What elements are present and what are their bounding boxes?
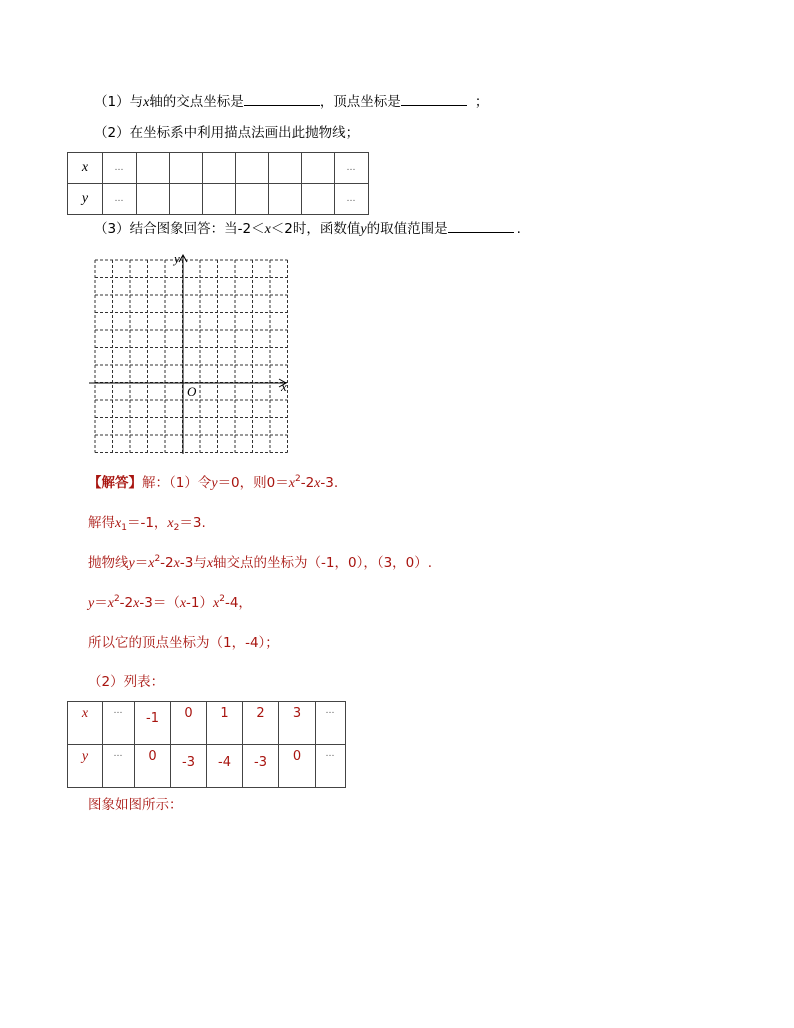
table2-y-cell: 0 [279,745,316,788]
coordinate-grid[interactable] [85,250,295,460]
table1-header-y: y [68,184,103,215]
var-x: x [115,516,122,531]
answer-text: ＝0，则0＝ [217,475,289,491]
var-x: x [107,596,114,611]
answer-text: 抛物线 [88,555,129,571]
q1-text-2: ，顶点坐标是 [319,94,401,110]
answer-line-4 [88,594,252,613]
q3-range-b: 2 [284,221,293,237]
exponent: 2 [294,474,301,484]
q3-range-a: -2 [237,221,252,237]
table2-x-cell: -1 [135,702,171,745]
var-x: x [173,556,180,571]
answer-value-table [67,701,346,788]
table2-x-cell: 0 [171,702,207,745]
table2-x-cell: 2 [243,702,279,745]
answer-text: ＝ [94,595,108,611]
answer-text: -2 [300,475,315,491]
var-x: x [167,516,174,531]
q3-lt-2: ＜ [270,221,285,237]
table1-cell[interactable] [236,153,269,184]
table2-header-y: y [68,745,103,788]
q1-answer-blank-1[interactable] [244,93,320,106]
q1-answer-blank-2[interactable] [401,93,467,106]
var-x: x [213,596,220,611]
table2-y-cell: 0 [135,745,171,788]
answer-line-6: （2）列表： [88,674,165,690]
blank-value-table [67,152,369,215]
table1-cell[interactable] [302,184,335,215]
answer-text: -3＝（ [139,595,180,611]
table2-y-cell: -3 [171,745,207,788]
q1-var-x: x [143,95,150,110]
var-x: x [206,556,214,571]
table2-y-cell: -3 [243,745,279,788]
table1-cell[interactable] [269,184,302,215]
answer-line-7: 图象如图所示： [88,797,183,813]
table1-cell[interactable] [302,153,335,184]
table2-ellipsis: … [316,702,346,745]
table1-ellipsis: … [335,184,369,215]
var-y: y [128,556,135,571]
table2-y-cell: -4 [207,745,243,788]
answer-text: -4， [224,595,252,611]
answer-text: -3. [320,475,339,491]
table1-ellipsis: … [335,153,369,184]
var-x: x [314,476,321,491]
var-x: x [288,476,295,491]
q1-prefix: （1）与 [94,94,144,110]
var-x: x [148,556,155,571]
subscript: 2 [173,523,180,533]
table1-cell[interactable] [170,153,203,184]
y-axis-label: y [174,251,180,266]
exponent: 2 [154,554,161,564]
answer-text: -2 [119,595,134,611]
q3-var-y: y [360,222,367,237]
q3-text-2: 的取值范围是 [366,221,448,237]
origin-label: O [187,384,197,399]
answer-line-2 [88,514,206,533]
q3-end: . [516,221,521,237]
table2-header-x: x [68,702,103,745]
answer-text: 解：（1）令 [142,475,212,491]
answer-tag: 【解答】 [88,475,142,491]
answer-text: ＝-1， [126,515,168,531]
table1-cell[interactable] [137,184,170,215]
q3-answer-blank[interactable] [448,220,514,233]
q3-text: 时，函数值 [292,221,361,237]
answer-text: 轴交点的坐标为（-1，0），（3，0）. [213,555,433,571]
table1-cell[interactable] [137,153,170,184]
table1-header-x: x [68,153,103,184]
table2-ellipsis: … [103,745,135,788]
var-y: y [211,476,218,491]
q3-var-x: x [264,222,271,237]
q1-text: 轴的交点坐标是 [149,94,244,110]
table1-ellipsis: … [103,184,137,215]
answer-line-3 [88,554,432,573]
question-1 [94,93,488,112]
exponent: 2 [219,594,225,604]
subscript: 1 [121,523,127,533]
table1-cell[interactable] [269,153,302,184]
table1-cell[interactable] [203,184,236,215]
answer-text: -2 [160,555,174,571]
table1-cell[interactable] [170,184,203,215]
table1-cell[interactable] [203,153,236,184]
question-3 [94,220,521,239]
var-x: x [133,596,140,611]
x-axis-label: x [281,379,287,394]
table2-x-cell: 1 [207,702,243,745]
var-x: x [179,596,187,611]
table1-cell[interactable] [236,184,269,215]
answer-text: ＝3. [179,515,206,531]
answer-line-1 [88,474,338,493]
table2-x-cell: 3 [279,702,316,745]
table1-ellipsis: … [103,153,137,184]
table2-ellipsis: … [103,702,135,745]
q1-end: ； [474,94,489,110]
answer-text: -1） [186,595,214,611]
var-y: y [88,596,95,611]
table2-ellipsis: … [316,745,346,788]
q3-lt-1: ＜ [251,221,265,237]
answer-text: -3与 [179,555,207,571]
exponent: 2 [113,594,120,604]
q3-prefix: （3）结合图象回答：当 [94,221,238,237]
question-2: （2）在坐标系中利用描点法画出此抛物线； [94,125,360,141]
answer-text: 解得 [88,515,115,531]
answer-line-5: 所以它的顶点坐标为（1，-4）； [88,635,279,651]
answer-text: ＝ [134,555,149,571]
